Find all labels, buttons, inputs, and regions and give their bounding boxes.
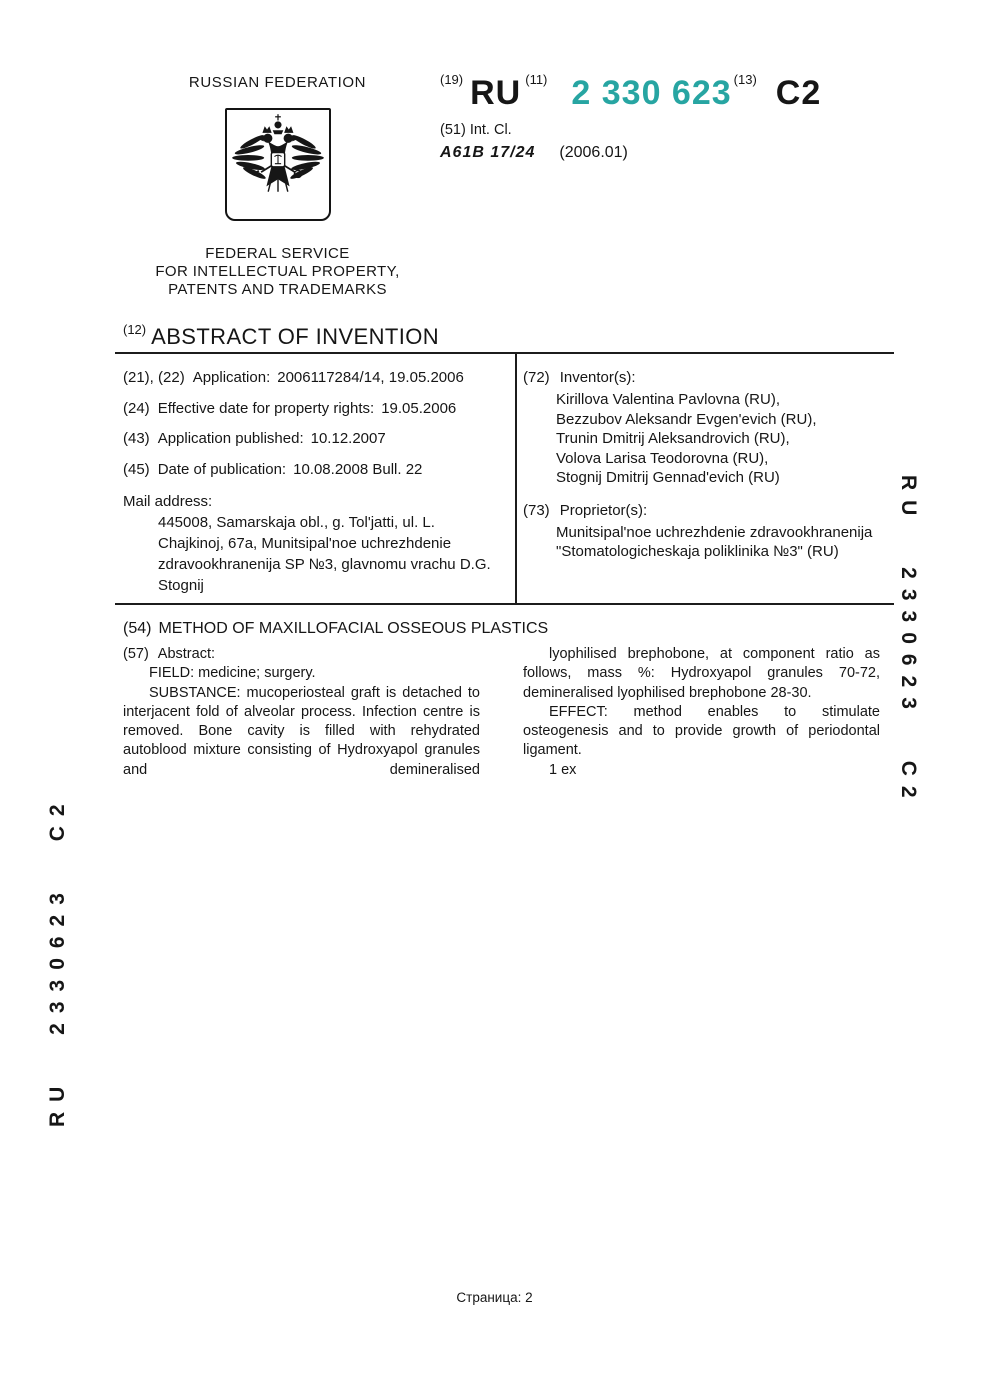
page-footer: Страница: 2: [456, 1290, 533, 1305]
separator-top: [115, 352, 894, 354]
field-code: (45): [123, 460, 150, 478]
abstract-col1-paragraphs: [123, 664, 480, 780]
office-line: FEDERAL SERVICE: [205, 245, 350, 262]
proprietors-heading: [523, 502, 895, 519]
column-divider: [515, 352, 517, 603]
header-left: [115, 74, 440, 299]
inventors-code: (72): [523, 369, 550, 386]
abstract-paragraph: EFFECT: method enables to stimulate osteogenesis and to provide growth of periodontal ligament.: [523, 703, 880, 759]
biblio-field-row: [123, 400, 503, 417]
abstract-paragraph: 1 ex: [549, 761, 577, 778]
office-name: [115, 245, 440, 299]
field-code: (24): [123, 399, 150, 417]
biblio-fields: [123, 369, 503, 478]
proprietors-code: (73): [523, 501, 550, 519]
field-label: Date of publication:: [157, 460, 287, 478]
code-13-label: (13): [733, 72, 757, 87]
int-cl-date: (2006.01): [559, 144, 628, 161]
publication-number-line: [440, 70, 890, 110]
doc-kind-code: (12): [123, 322, 147, 337]
inventor-item: Kirillova Valentina Pavlovna (RU),: [556, 391, 780, 408]
invention-title: METHOD OF MAXILLOFACIAL OSSEOUS PLASTICS: [158, 620, 549, 637]
invention-title-line: [123, 620, 548, 638]
abstract-paragraph: SUBSTANCE: mucoperiosteal graft is detached to interjacent fold of alveolar process. Infection centre is removed. Bone cavity is filled with rehydrated autoblood mixture consisting of Hydroxyapol granules and demineralised: [123, 684, 480, 778]
inventors-heading: [523, 369, 895, 386]
proprietor-text: Munitsipal'noe uchrezhdenie zdravookhranenija "Stomatologicheskaja poliklinika №3" (RU): [556, 523, 873, 560]
proprietors-block: [523, 502, 895, 562]
inventors-label: Inventor(s):: [559, 369, 636, 386]
biblio-field-row: [123, 369, 503, 386]
inventors-block: [523, 369, 895, 488]
inventor-item: Volova Larisa Teodorovna (RU),: [556, 449, 769, 467]
int-cl-value: A61B 17/24: [440, 144, 536, 161]
doc-kind-title: ABSTRACT OF INVENTION: [151, 324, 440, 349]
int-cl-line: [440, 144, 890, 162]
field-value: 10.12.2007: [310, 430, 386, 447]
russian-coat-of-arms-icon: [229, 113, 327, 217]
invention-title-code: (54): [123, 620, 152, 637]
kind-code: C2: [775, 74, 822, 112]
inventor-item: Stognij Dmitrij Gennad'evich (RU): [556, 469, 780, 486]
side-code-right: RU 2330623 C2: [897, 475, 920, 808]
doc-kind-heading: [123, 322, 439, 350]
abstract-heading: [123, 645, 480, 664]
field-code: (21), (22): [123, 369, 185, 386]
int-cl-label: (51) Int. Cl.: [440, 122, 512, 138]
abstract-column-2: [523, 645, 880, 780]
abstract-column-1: [123, 645, 480, 780]
mail-address-text: 445008, Samarskaja obl., g. Tol'jatti, ul. L. Chajkinoj, 67a, Munitsipal'noe uchrezhdenie zdravookhranenija SP №3, glavnomu vrachu D.G. Stognij: [158, 514, 491, 594]
header-right: [440, 70, 890, 162]
field-code: (43): [123, 430, 150, 447]
biblio-left-column: [123, 369, 503, 596]
mail-address-label: Mail address:: [123, 493, 213, 510]
inventor-item: Trunin Dmitrij Aleksandrovich (RU),: [556, 430, 790, 447]
side-code-left: RU 2330623 C2: [46, 794, 69, 1127]
field-label: Effective date for property rights:: [157, 399, 375, 417]
inventors-list: [523, 390, 895, 488]
biblio-field-row: [123, 461, 503, 478]
biblio-field-row: [123, 430, 503, 447]
code-11-label: (11): [525, 72, 548, 87]
country-code: RU: [470, 74, 522, 112]
emblem-box: [225, 108, 331, 221]
field-value: 19.05.2006: [381, 399, 457, 417]
publication-number: 2 330 623: [571, 74, 732, 112]
abstract-label: Abstract:: [157, 646, 216, 662]
mail-address-block: [123, 491, 503, 596]
office-line: PATENTS AND TRADEMARKS: [168, 281, 387, 298]
field-value: 10.08.2008 Bull. 22: [293, 460, 423, 478]
separator-mid: [115, 603, 894, 605]
field-label: Application:: [192, 369, 271, 386]
abstract-code: (57): [123, 646, 149, 662]
country-label: RUSSIAN FEDERATION: [188, 74, 367, 91]
biblio-right-column: [523, 369, 895, 562]
inventor-item: Bezzubov Aleksandr Evgen'evich (RU),: [556, 410, 817, 428]
field-value: 2006117284/14, 19.05.2006: [277, 369, 464, 386]
office-line: FOR INTELLECTUAL PROPERTY,: [155, 263, 400, 280]
abstract-paragraph: FIELD: medicine; surgery.: [149, 665, 316, 682]
code-19-label: (19): [440, 72, 464, 87]
field-label: Application published:: [157, 430, 304, 447]
abstract-paragraph: lyophilised brephobone, at component ratio as follows, mass %: Hydroxyapol granules 70-72, demineralised lyophilised brephobone 28-30.: [523, 646, 880, 701]
proprietors-label: Proprietor(s):: [559, 501, 648, 519]
